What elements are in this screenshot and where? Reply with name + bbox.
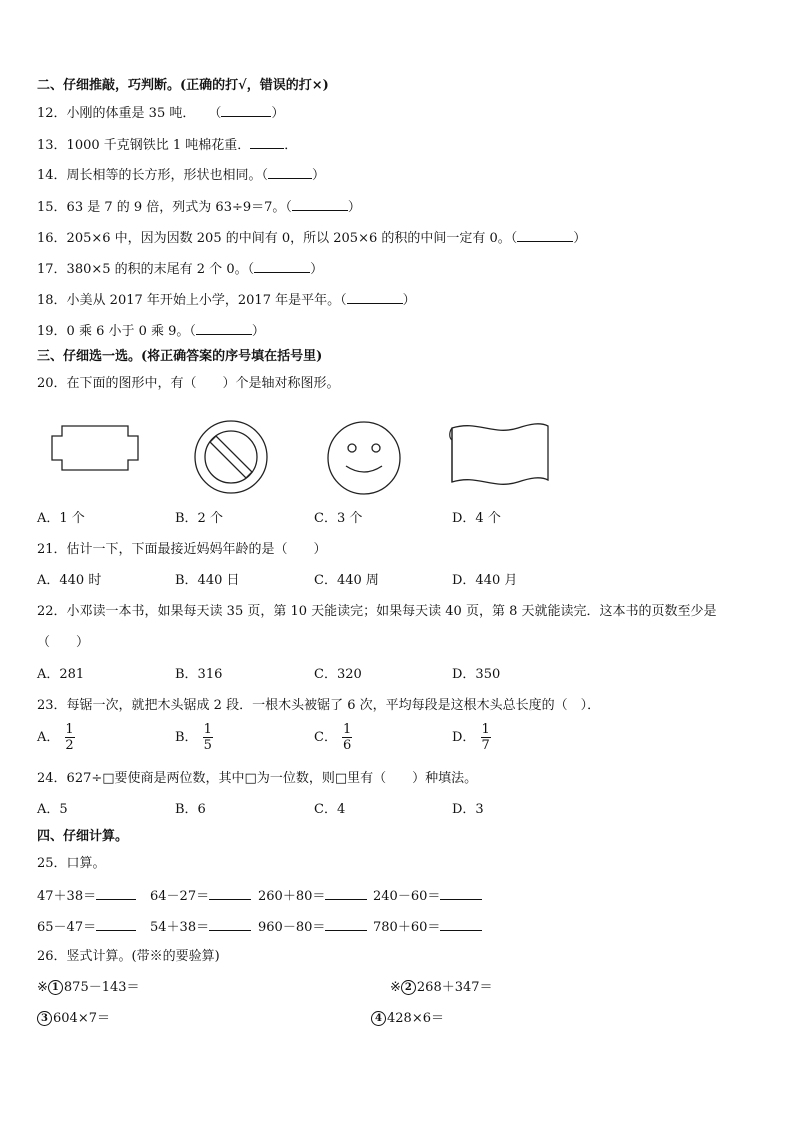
fraction: $\frac{1}{5}$	[203, 722, 212, 753]
q24-option-d[interactable]: D．3	[452, 802, 484, 817]
circled-number: 1	[48, 980, 63, 995]
answer-blank[interactable]	[221, 104, 271, 117]
question-15: 15．63 是 7 的 9 倍，列式为 63÷9＝7。（ ）	[37, 200, 361, 215]
answer-blank[interactable]	[268, 166, 312, 179]
answer-blank[interactable]	[250, 135, 284, 149]
vertical-calc-item-1: ※ 1 875－143＝	[37, 980, 140, 995]
answer-blank[interactable]	[196, 322, 252, 335]
mental-math-item: 47＋38＝	[37, 886, 136, 906]
question-17: 17．380×5 的积的末尾有 2 个 0。（ ）	[37, 262, 324, 277]
q23-option-d[interactable]: D． $\frac{1}{7}$	[452, 722, 490, 753]
answer-blank[interactable]	[209, 886, 251, 900]
answer-blank[interactable]	[517, 229, 573, 242]
mental-math-item: 65－47＝	[37, 917, 136, 937]
smiley-face-figure	[324, 418, 404, 498]
answer-blank[interactable]	[96, 886, 136, 900]
notched-rectangle-figure	[50, 420, 140, 476]
q20-option-d[interactable]: D．4 个	[452, 511, 501, 526]
answer-blank[interactable]	[440, 886, 482, 900]
q20-option-c[interactable]: C．3 个	[314, 511, 363, 526]
q22-option-a[interactable]: A．281	[37, 667, 85, 682]
answer-blank[interactable]	[254, 260, 310, 273]
section-3-title: 三、仔细选一选。(将正确答案的序号填在括号里)	[37, 349, 323, 364]
circled-number: 2	[401, 980, 416, 995]
question-26-stem: 26．竖式计算。(带※的要验算)	[37, 949, 220, 964]
no-entry-sign-figure	[192, 418, 270, 496]
mental-math-item: 240－60＝	[373, 886, 482, 906]
answer-blank[interactable]	[347, 291, 403, 304]
q23-option-a[interactable]: A． $\frac{1}{2}$	[37, 722, 74, 753]
q21-option-b[interactable]: B．440 日	[175, 573, 240, 588]
mental-math-item: 54＋38＝	[150, 917, 251, 937]
circled-number: 4	[371, 1011, 386, 1026]
question-21-stem: 21．估计一下，下面最接近妈妈年龄的是（ ）	[37, 542, 327, 557]
question-22-stem: 22．小邓读一本书，如果每天读 35 页，第 10 天能读完；如果每天读 40 页，第 8 天就能读完．这本书的页数至少是	[37, 604, 717, 619]
question-18: 18．小美从 2017 年开始上小学，2017 年是平年。（ ）	[37, 293, 416, 308]
vertical-calc-item-2: ※ 2 268＋347＝	[390, 980, 493, 995]
q24-option-b[interactable]: B．6	[175, 802, 206, 817]
q21-option-d[interactable]: D．440 月	[452, 573, 518, 588]
mental-math-item: 64－27＝	[150, 886, 251, 906]
question-25-stem: 25．口算。	[37, 856, 106, 871]
vertical-calc-item-3: 3 604×7＝	[37, 1010, 110, 1028]
section-4-title: 四、仔细计算。	[37, 829, 129, 844]
q20-option-b[interactable]: B．2 个	[175, 511, 223, 526]
question-22-paren: （ ）	[37, 635, 90, 650]
question-23-stem: 23．每锯一次，就把木头锯成 2 段．一根木头被锯了 6 次，平均每段是这根木头总长度的（ ）．	[37, 698, 601, 713]
fraction: $\frac{1}{6}$	[342, 722, 352, 753]
answer-blank[interactable]	[209, 917, 251, 931]
question-24-stem: 24．627÷□要使商是两位数，其中□为一位数，则□里有（ ）种填法。	[37, 771, 478, 786]
question-13: 13．1000 千克钢铁比 1 吨棉花重． ．	[37, 135, 297, 155]
question-12: 12．小刚的体重是 35 吨． （ ）	[37, 106, 285, 121]
fraction: $\frac{1}{2}$	[65, 722, 74, 753]
fraction: $\frac{1}{7}$	[481, 722, 490, 753]
q22-option-d[interactable]: D．350	[452, 667, 501, 682]
question-20-stem: 20．在下面的图形中，有（ ）个是轴对称图形。	[37, 376, 340, 391]
answer-blank[interactable]	[292, 198, 348, 211]
answer-blank[interactable]	[440, 917, 482, 931]
q24-option-c[interactable]: C．4	[314, 802, 346, 817]
answer-blank[interactable]	[325, 886, 367, 900]
question-19: 19．0 乘 6 小于 0 乘 9。（ ）	[37, 324, 265, 339]
mental-math-item: 960－80＝	[258, 917, 367, 937]
q20-option-a[interactable]: A．1 个	[37, 511, 85, 526]
question-16: 16．205×6 中，因为因数 205 的中间有 0，所以 205×6 的积的中间一定有 0。（ ）	[37, 231, 587, 246]
q23-option-b[interactable]: B． $\frac{1}{5}$	[175, 722, 212, 753]
question-14: 14．周长相等的长方形，形状也相同。（ ）	[37, 168, 326, 183]
q22-option-b[interactable]: B．316	[175, 667, 223, 682]
vertical-calc-item-4: 4 428×6＝	[371, 1010, 444, 1028]
section-2-title: 二、仔细推敲，巧判断。(正确的打√，错误的打×)	[37, 78, 329, 93]
q23-option-c[interactable]: C． $\frac{1}{6}$	[314, 722, 352, 753]
q22-option-c[interactable]: C．320	[314, 667, 362, 682]
answer-blank[interactable]	[96, 917, 136, 931]
answer-blank[interactable]	[325, 917, 367, 931]
q24-option-a[interactable]: A．5	[37, 802, 68, 817]
mental-math-item: 260＋80＝	[258, 886, 367, 906]
circled-number: 3	[37, 1011, 52, 1026]
waving-flag-figure	[448, 418, 552, 502]
mental-math-item: 780＋60＝	[373, 917, 482, 937]
q21-option-a[interactable]: A．440 时	[37, 573, 102, 588]
q21-option-c[interactable]: C．440 周	[314, 573, 379, 588]
